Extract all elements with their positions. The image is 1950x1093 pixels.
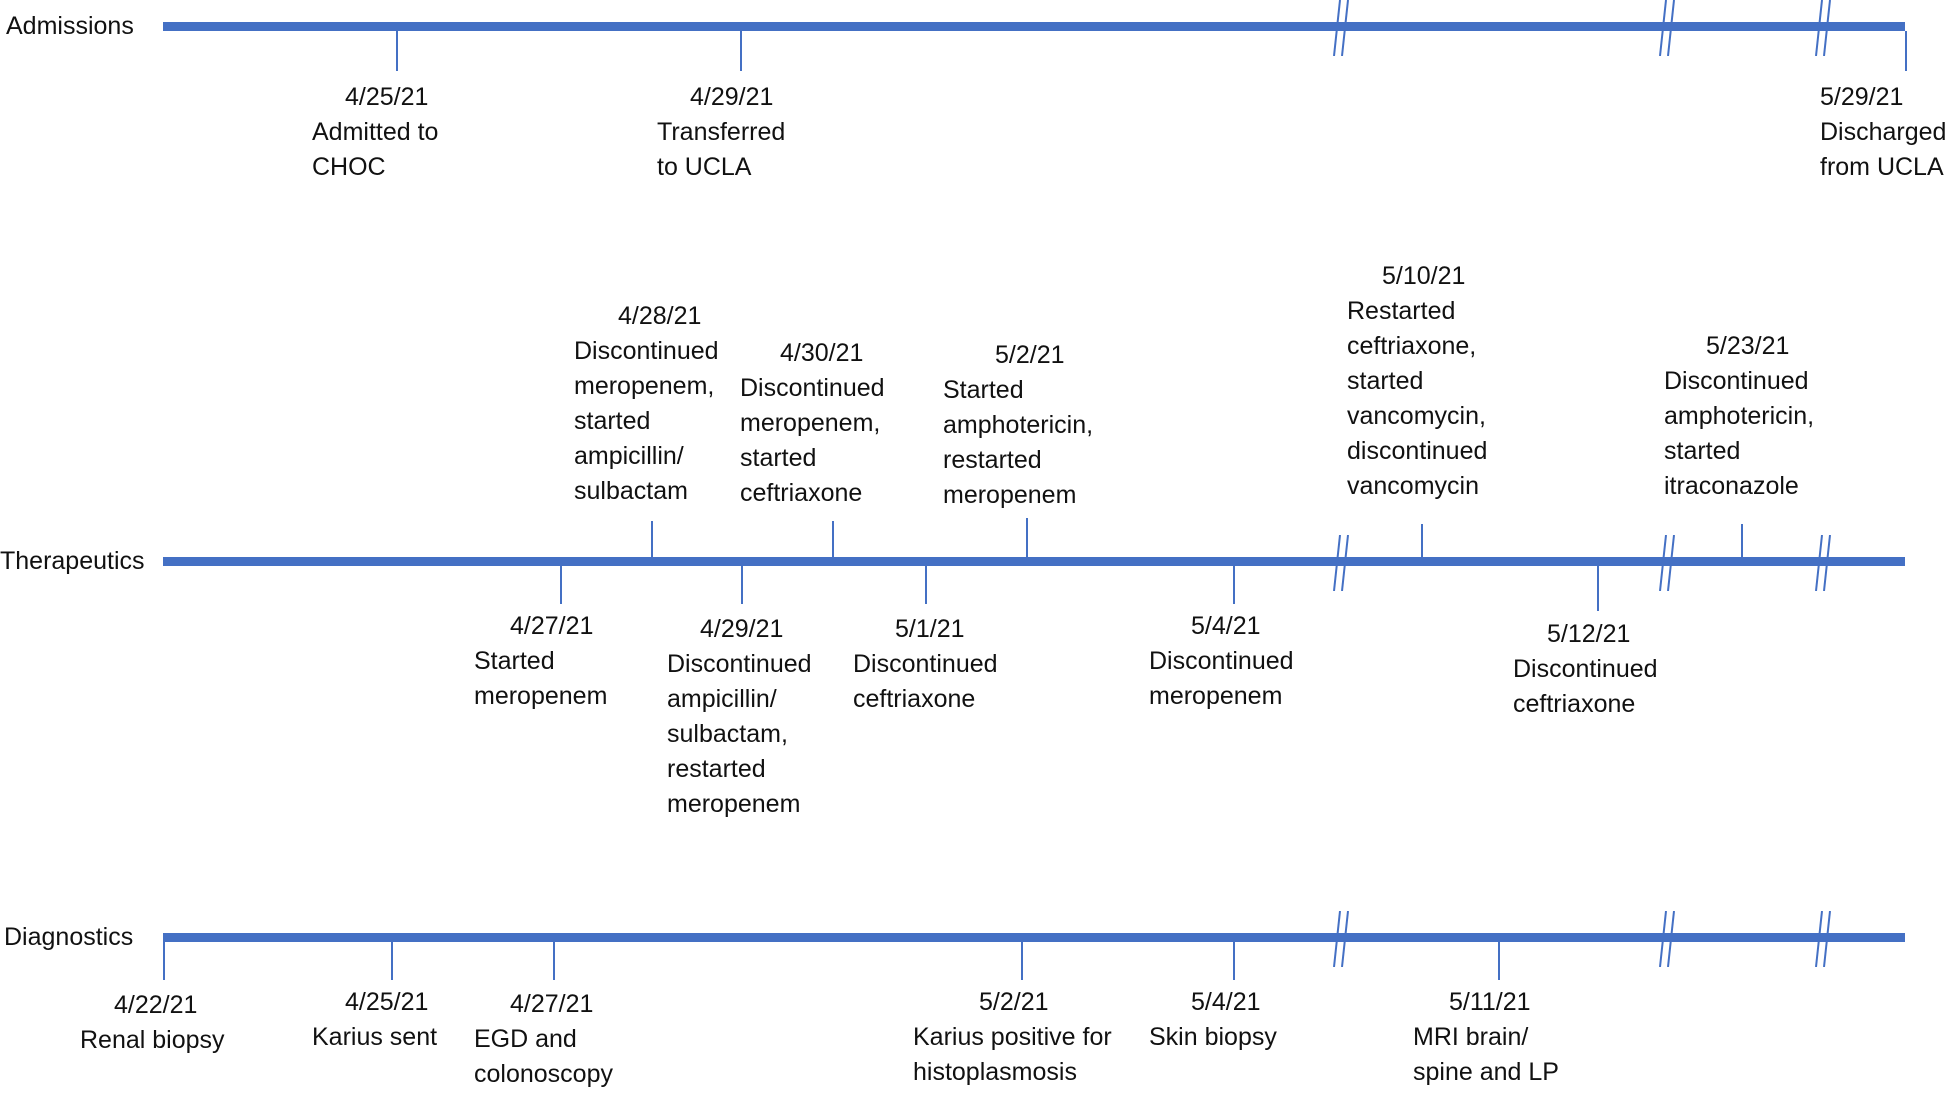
event-desc-line: ceftriaxone bbox=[853, 685, 976, 713]
event-desc-line: Admitted to bbox=[312, 118, 439, 146]
event-desc-line: amphotericin, bbox=[1664, 402, 1815, 430]
event-date: 4/22/21 bbox=[114, 991, 198, 1019]
axis-break-icon bbox=[1654, 911, 1676, 967]
event-tick bbox=[741, 566, 743, 604]
event-tick bbox=[163, 942, 165, 980]
event-date: 4/29/21 bbox=[700, 615, 784, 643]
event-therapeutic-0430 bbox=[740, 336, 885, 511]
event-date: 4/29/21 bbox=[690, 83, 774, 111]
event-date: 5/2/21 bbox=[995, 341, 1065, 369]
event-desc-line: vancomycin bbox=[1347, 472, 1479, 500]
event-desc-line: to UCLA bbox=[657, 153, 752, 181]
event-desc-line: Discontinued bbox=[667, 650, 812, 678]
event-therapeutic-0501 bbox=[853, 612, 998, 717]
event-admitted-choc bbox=[312, 80, 438, 185]
event-desc-line: ampicillin/ bbox=[667, 685, 777, 713]
event-tick bbox=[1498, 942, 1500, 980]
axis-break-icon bbox=[1654, 0, 1676, 56]
event-date: 4/25/21 bbox=[345, 988, 429, 1016]
event-desc-line: restarted bbox=[943, 446, 1042, 474]
event-tick bbox=[560, 566, 562, 604]
event-therapeutic-0523 bbox=[1664, 329, 1814, 504]
event-tick bbox=[1421, 524, 1423, 557]
event-desc-line: colonoscopy bbox=[474, 1060, 613, 1088]
axis-break-icon bbox=[1328, 0, 1350, 56]
event-desc-line: sulbactam bbox=[574, 477, 688, 505]
axis-break-icon bbox=[1810, 535, 1832, 591]
event-therapeutic-0429 bbox=[667, 612, 812, 822]
axis-break-icon bbox=[1328, 911, 1350, 967]
event-date: 5/11/21 bbox=[1449, 988, 1531, 1016]
event-desc-line: Discontinued bbox=[1664, 367, 1809, 395]
event-diagnostic-0425 bbox=[312, 985, 437, 1055]
event-desc-line: restarted bbox=[667, 755, 766, 783]
event-tick bbox=[553, 942, 555, 980]
event-date: 5/23/21 bbox=[1706, 332, 1790, 360]
event-tick bbox=[832, 521, 834, 557]
event-tick bbox=[1597, 566, 1599, 611]
event-tick bbox=[1905, 31, 1907, 71]
event-transferred-ucla bbox=[657, 80, 785, 185]
event-diagnostic-0504 bbox=[1149, 985, 1277, 1055]
event-therapeutic-0428 bbox=[574, 299, 719, 509]
event-desc-line: discontinued bbox=[1347, 437, 1488, 465]
event-desc-line: from UCLA bbox=[1820, 153, 1944, 181]
event-desc-line: meropenem bbox=[474, 682, 608, 710]
event-diagnostic-0511 bbox=[1413, 985, 1559, 1090]
event-desc-line: MRI brain/ bbox=[1413, 1023, 1529, 1051]
event-date: 5/2/21 bbox=[979, 988, 1049, 1016]
event-diagnostic-0502 bbox=[913, 985, 1112, 1090]
event-desc-line: Discontinued bbox=[853, 650, 998, 678]
event-date: 4/30/21 bbox=[780, 339, 864, 367]
event-discharged-ucla bbox=[1820, 80, 1946, 185]
event-desc-line: Discharged bbox=[1820, 118, 1947, 146]
axis-break-icon bbox=[1328, 535, 1350, 591]
event-desc-line: meropenem bbox=[943, 481, 1077, 509]
event-date: 4/25/21 bbox=[345, 83, 429, 111]
event-desc-line: EGD and bbox=[474, 1025, 577, 1053]
event-desc-line: Karius sent bbox=[312, 1023, 438, 1051]
axis-break-icon bbox=[1810, 0, 1832, 56]
event-desc-line: Discontinued bbox=[574, 337, 719, 365]
event-desc-line: started bbox=[574, 407, 651, 435]
event-desc-line: Karius positive for bbox=[913, 1023, 1112, 1051]
timeline-axis-admissions bbox=[163, 22, 1905, 31]
event-diagnostic-0427 bbox=[474, 987, 613, 1092]
axis-break-icon bbox=[1810, 911, 1832, 967]
event-desc-line: CHOC bbox=[312, 153, 386, 181]
event-desc-line: ampicillin/ bbox=[574, 442, 684, 470]
timeline-axis-therapeutics bbox=[163, 557, 1905, 566]
event-tick bbox=[396, 31, 398, 71]
event-date: 4/27/21 bbox=[510, 990, 594, 1018]
track-label-admissions: Admissions bbox=[6, 12, 134, 40]
track-label-diagnostics: Diagnostics bbox=[4, 923, 134, 951]
event-therapeutic-0504 bbox=[1149, 609, 1294, 714]
event-desc-line: Transferred bbox=[657, 118, 786, 146]
event-date: 5/10/21 bbox=[1382, 262, 1466, 290]
event-desc-line: Discontinued bbox=[740, 374, 885, 402]
event-therapeutic-0427 bbox=[474, 609, 607, 714]
event-desc-line: ceftriaxone bbox=[740, 479, 863, 507]
event-desc-line: started bbox=[1347, 367, 1424, 395]
event-desc-line: Discontinued bbox=[1149, 647, 1294, 675]
event-desc-line: amphotericin, bbox=[943, 411, 1094, 439]
event-desc-line: Started bbox=[474, 647, 555, 675]
event-desc-line: ceftriaxone bbox=[1513, 690, 1636, 718]
event-therapeutic-0510 bbox=[1347, 259, 1487, 504]
event-desc-line: started bbox=[1664, 437, 1741, 465]
event-tick bbox=[925, 566, 927, 604]
event-tick bbox=[1021, 942, 1023, 980]
event-desc-line: spine and LP bbox=[1413, 1058, 1559, 1086]
event-date: 5/4/21 bbox=[1191, 988, 1261, 1016]
event-tick bbox=[1233, 942, 1235, 980]
event-therapeutic-0502 bbox=[943, 338, 1093, 513]
event-desc-line: vancomycin, bbox=[1347, 402, 1486, 430]
event-desc-line: meropenem, bbox=[574, 372, 715, 400]
event-desc-line: histoplasmosis bbox=[913, 1058, 1077, 1086]
event-desc-line: meropenem, bbox=[740, 409, 881, 437]
track-label-therapeutics: Therapeutics bbox=[0, 547, 145, 575]
event-tick bbox=[1741, 524, 1743, 557]
event-date: 4/27/21 bbox=[510, 612, 594, 640]
event-therapeutic-0512 bbox=[1513, 617, 1658, 722]
event-tick bbox=[391, 942, 393, 980]
event-desc-line: ceftriaxone, bbox=[1347, 332, 1477, 360]
axis-break-icon bbox=[1654, 535, 1676, 591]
event-desc-line: meropenem bbox=[667, 790, 801, 818]
event-tick bbox=[651, 521, 653, 557]
event-desc-line: Skin biopsy bbox=[1149, 1023, 1277, 1051]
event-desc-line: Discontinued bbox=[1513, 655, 1658, 683]
event-diagnostic-0422 bbox=[80, 988, 225, 1058]
event-tick bbox=[1233, 566, 1235, 604]
event-date: 5/29/21 bbox=[1820, 83, 1904, 111]
event-desc-line: sulbactam, bbox=[667, 720, 788, 748]
event-desc-line: Renal biopsy bbox=[80, 1026, 225, 1054]
event-tick bbox=[740, 31, 742, 71]
event-tick bbox=[1026, 518, 1028, 557]
event-date: 4/28/21 bbox=[618, 302, 702, 330]
event-desc-line: meropenem bbox=[1149, 682, 1283, 710]
event-date: 5/1/21 bbox=[895, 615, 965, 643]
event-desc-line: Restarted bbox=[1347, 297, 1456, 325]
event-desc-line: Started bbox=[943, 376, 1024, 404]
event-date: 5/4/21 bbox=[1191, 612, 1261, 640]
event-date: 5/12/21 bbox=[1547, 620, 1631, 648]
event-desc-line: itraconazole bbox=[1664, 472, 1799, 500]
event-desc-line: started bbox=[740, 444, 817, 472]
timeline-axis-diagnostics bbox=[163, 933, 1905, 942]
